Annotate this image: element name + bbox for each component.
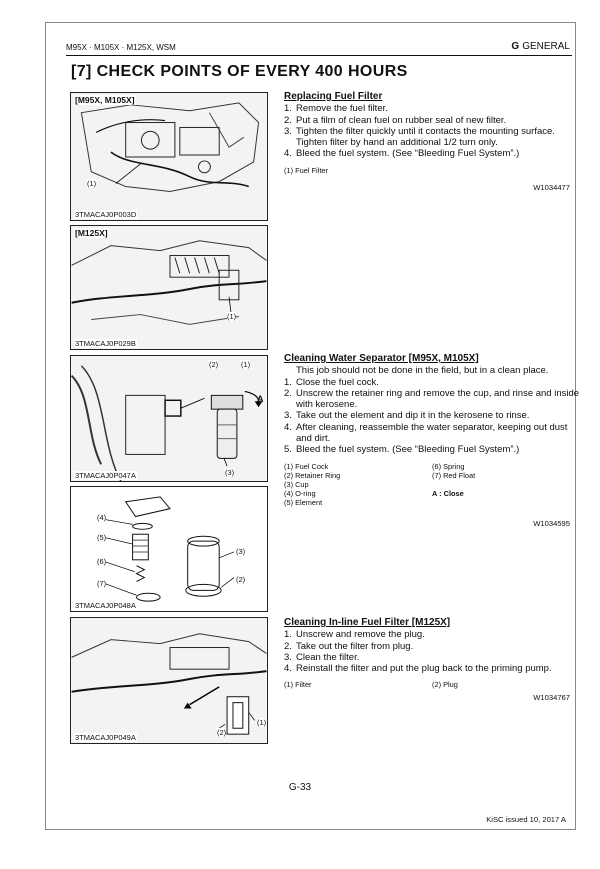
legend: [284, 166, 580, 175]
figure-code: 3TMACAJ0P048A: [75, 601, 136, 610]
step-item: 4. Reinstall the filter and put the plug back to the priming pump.: [284, 663, 552, 675]
callout-3: (3): [225, 468, 235, 477]
section-title: Replacing Fuel Filter: [284, 91, 383, 102]
legend-item: (6) Spring: [432, 461, 465, 471]
callout-2: (2): [209, 360, 219, 369]
header-section-name: GENERAL: [522, 41, 570, 52]
section-intro: This job should not be done in the field, but in a clean place.: [296, 365, 549, 377]
callout-1: (1): [227, 312, 237, 321]
step-item: 1. Remove the fuel filter.: [284, 103, 388, 115]
callout-4: (4): [97, 513, 107, 522]
callout-1: (1): [257, 718, 267, 727]
legend-item: [432, 498, 580, 507]
reference-code: W1034767: [533, 693, 570, 702]
legend-item: [432, 480, 580, 489]
callout-5: (5): [97, 533, 107, 542]
legend-item: (3) Cup: [284, 480, 309, 490]
legend: [284, 462, 580, 508]
engine-illustration-1: [71, 93, 267, 220]
issue-info: KiSC issued 10, 2017 A: [486, 815, 566, 824]
legend-item: (1) Fuel Filter: [284, 165, 328, 175]
figure-code: 3TMACAJ0P003D: [75, 210, 137, 219]
section-replacing-fuel-filter: [284, 91, 580, 175]
step-item: 4. After cleaning, reassemble the water separator, keeping out dust and dirt.: [284, 421, 568, 445]
step-item: 3. Tighten the filter quickly until it contacts the mounting surface. Tighten filter by hand an additional 1/2 turn only.: [284, 125, 555, 149]
figure-code: 3TMACAJ0P049A: [75, 733, 136, 742]
water-separator-illustration: [71, 356, 267, 481]
callout-6: (6): [97, 557, 107, 566]
figure-fuel-filter-m125x: [70, 225, 268, 350]
reference-code: W1034595: [533, 519, 570, 528]
legend-item: (7) Red Float: [432, 470, 476, 480]
section-title: Cleaning In-line Fuel Filter [M125X]: [284, 617, 451, 628]
callout-2: (2): [217, 728, 227, 737]
legend-item: (5) Element: [284, 498, 323, 508]
legend-item: (2) Retainer Ring: [284, 470, 341, 480]
header-rule: [66, 55, 572, 56]
step-item: 2. Put a film of clean fuel on rubber seal of new filter.: [284, 114, 507, 126]
step-item: 2. Take out the filter from plug.: [284, 640, 414, 652]
page-title: [7] CHECK POINTS OF EVERY 400 HOURS: [71, 63, 408, 80]
inline-filter-illustration: [71, 618, 267, 743]
callout-3: (3): [236, 547, 246, 556]
header-section-letter: G: [511, 41, 520, 52]
step-item: 5. Bleed the fuel system. (See “Bleeding Fuel System”.): [284, 444, 520, 456]
figure-separator-parts: [70, 486, 268, 612]
engine-illustration-2: [71, 226, 267, 349]
section-cleaning-water-separator: [284, 353, 580, 508]
legend: [284, 680, 580, 689]
step-item: 1. Close the fuel cock.: [284, 376, 379, 388]
callout-7: (7): [97, 579, 107, 588]
section-cleaning-inline-fuel-filter: [284, 617, 580, 690]
step-item: 3. Clean the filter.: [284, 651, 360, 663]
steps-list: [284, 103, 580, 159]
steps-list: [284, 629, 580, 674]
figure-water-separator: [70, 355, 268, 482]
reference-code: W1034477: [533, 183, 570, 192]
header-section: [511, 41, 570, 52]
figure-inline-fuel-filter: [70, 617, 268, 744]
legend-item: (1) Filter: [284, 680, 312, 690]
legend-item: (4) O-ring: [284, 489, 316, 499]
figure-fuel-filter-m95x: [70, 92, 268, 221]
step-item: 2. Unscrew the retainer ring and remove the cup, and rinse and inside with kerosene.: [284, 387, 580, 411]
figure-model-label: [M95X, M105X]: [75, 95, 135, 105]
page-number: G-33: [288, 782, 312, 793]
callout-2: (2): [236, 575, 246, 584]
callout-1: (1): [87, 179, 97, 188]
legend-item: (2) Plug: [432, 680, 458, 690]
step-item: 4. Bleed the fuel system. (See “Bleeding Fuel System”.): [284, 148, 520, 160]
section-title: Cleaning Water Separator [M95X, M105X]: [284, 353, 479, 364]
header-models: M95X · M105X · M125X, WSM: [66, 43, 176, 52]
steps-list: [284, 377, 580, 456]
figure-code: 3TMACAJ0P029B: [75, 339, 136, 348]
legend-item: (1) Fuel Cock: [284, 461, 329, 471]
figure-code: 3TMACAJ0P047A: [75, 471, 136, 480]
callout-1: (1): [241, 360, 251, 369]
legend-item: A : Close: [432, 489, 464, 499]
step-item: 1. Unscrew and remove the plug.: [284, 629, 425, 641]
figure-model-label: [M125X]: [75, 228, 108, 238]
step-item: 3. Take out the element and dip it in the kerosene to rinse.: [284, 410, 530, 422]
arrow-label-a: A: [257, 394, 264, 404]
